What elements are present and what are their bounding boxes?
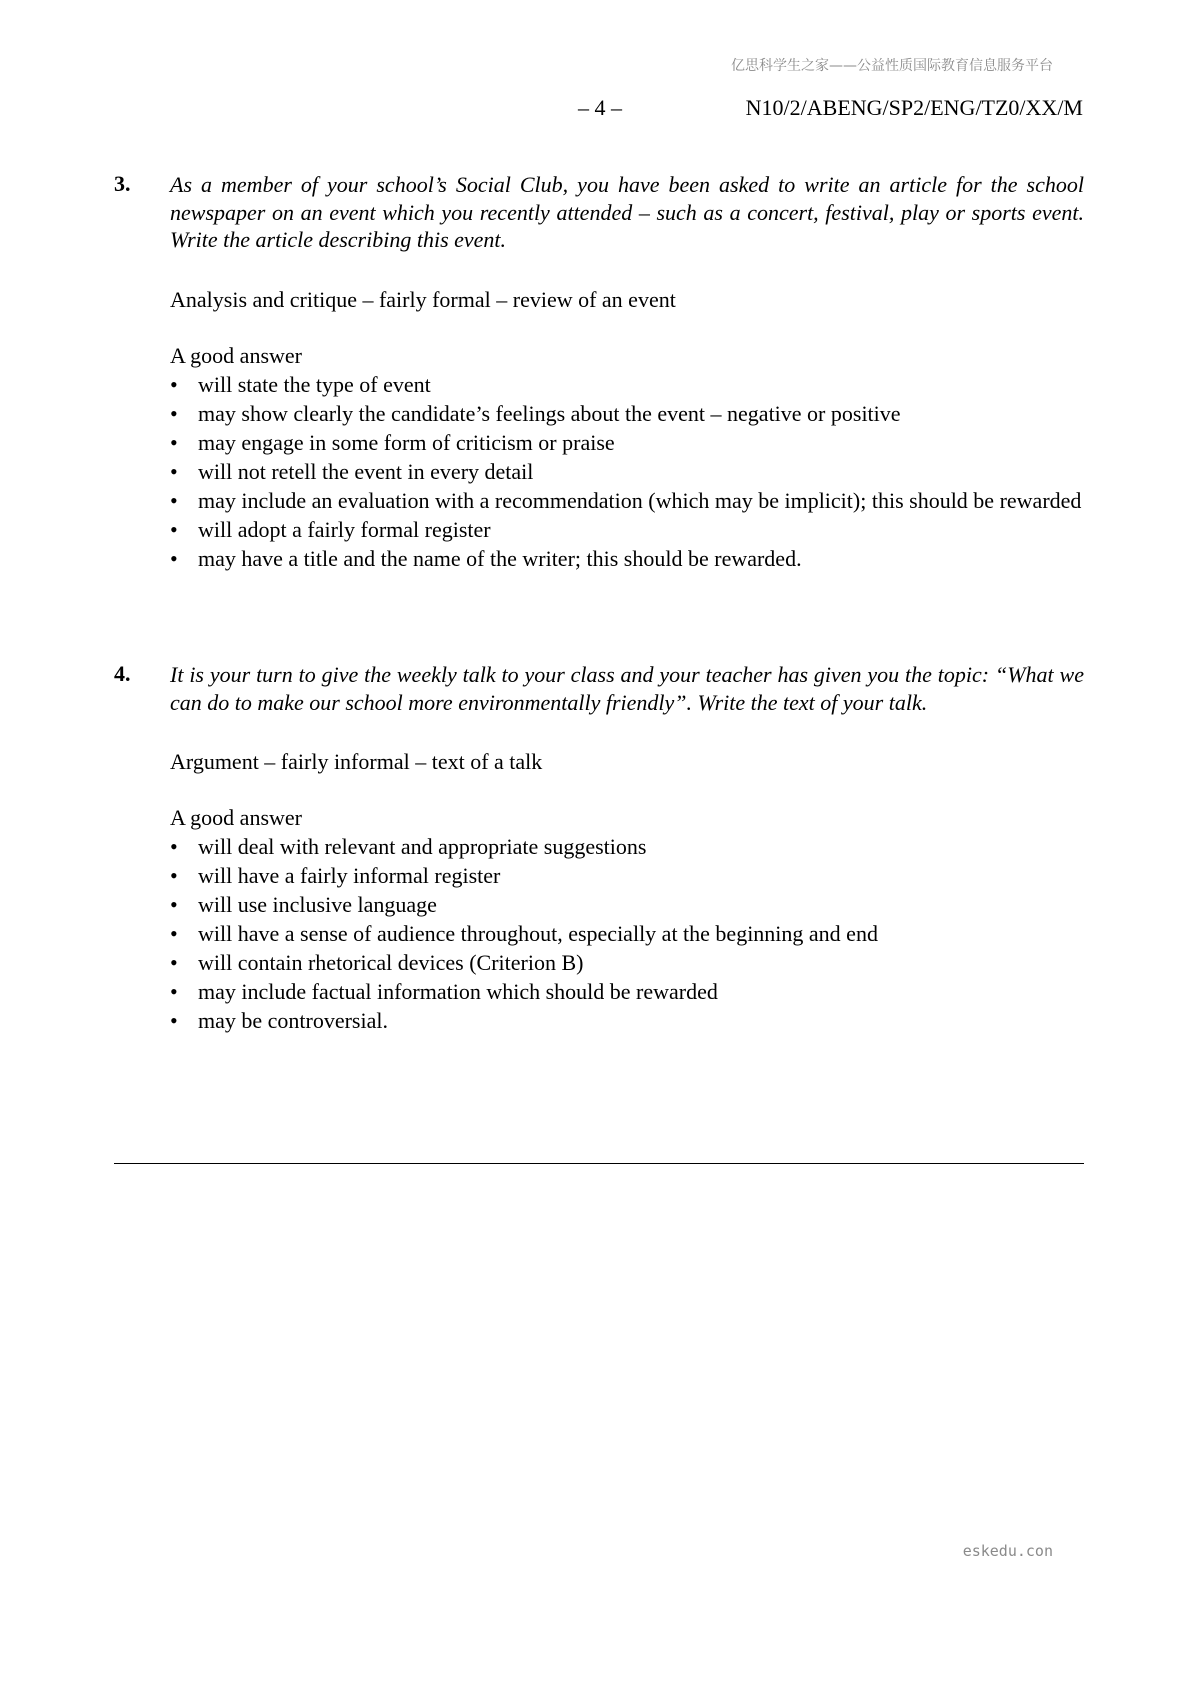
question-number: 3. <box>114 171 131 196</box>
question-body <box>170 171 1084 573</box>
list-item: • will use inclusive language <box>170 890 1084 919</box>
question-prompt: As a member of your school’s Social Club, you have been asked to write an article for the school newspaper on an event which you recently attended – such as a concert, festival, play or sports event. Write the article describing this event. <box>170 172 1084 252</box>
end-divider <box>114 1163 1084 1164</box>
question-number: 4. <box>114 661 131 686</box>
list-item: • will have a sense of audience throughout, especially at the beginning and end <box>170 919 1084 948</box>
document-code: N10/2/ABENG/SP2/ENG/TZ0/XX/M <box>745 95 1083 120</box>
list-item: • may include an evaluation with a recommendation (which may be implicit); this should be rewarded <box>170 486 1084 515</box>
question-body <box>170 661 1084 1035</box>
list-item: • may engage in some form of criticism or praise <box>170 428 1084 457</box>
list-item: • may show clearly the candidate’s feelings about the event – negative or positive <box>170 399 1084 428</box>
question-prompt: It is your turn to give the weekly talk to your class and your teacher has given you the topic: “What we can do to make our school more environmentally friendly”. Write the text of your talk. <box>170 662 1084 715</box>
list-item: • may be controversial. <box>170 1006 1084 1035</box>
answer-criteria-list <box>170 370 1084 573</box>
answer-criteria-list <box>170 832 1084 1035</box>
watermark-top: 亿思科学生之家——公益性质国际教育信息服务平台 <box>731 58 1053 74</box>
list-item: • will adopt a fairly formal register <box>170 515 1084 544</box>
question-4 <box>114 661 1084 1035</box>
question-3 <box>114 171 1084 573</box>
list-item: • will not retell the event in every detail <box>170 457 1084 486</box>
list-item: • will deal with relevant and appropriate suggestions <box>170 832 1084 861</box>
list-item: • will have a fairly informal register <box>170 861 1084 890</box>
list-item: • may include factual information which should be rewarded <box>170 977 1084 1006</box>
list-item: • may have a title and the name of the writer; this should be rewarded. <box>170 544 1084 573</box>
list-item: • will state the type of event <box>170 370 1084 399</box>
page-header <box>0 95 1191 123</box>
good-answer-intro: A good answer <box>170 805 302 830</box>
page-number: – 4 – <box>578 95 622 120</box>
good-answer-intro: A good answer <box>170 342 302 368</box>
text-type-line: Argument – fairly informal – text of a talk <box>170 749 543 774</box>
watermark-bottom: eskedu.con <box>962 1542 1053 1560</box>
list-item: • will contain rhetorical devices (Criterion B) <box>170 948 1084 977</box>
text-type-line: Analysis and critique – fairly formal – review of an event <box>170 286 676 312</box>
